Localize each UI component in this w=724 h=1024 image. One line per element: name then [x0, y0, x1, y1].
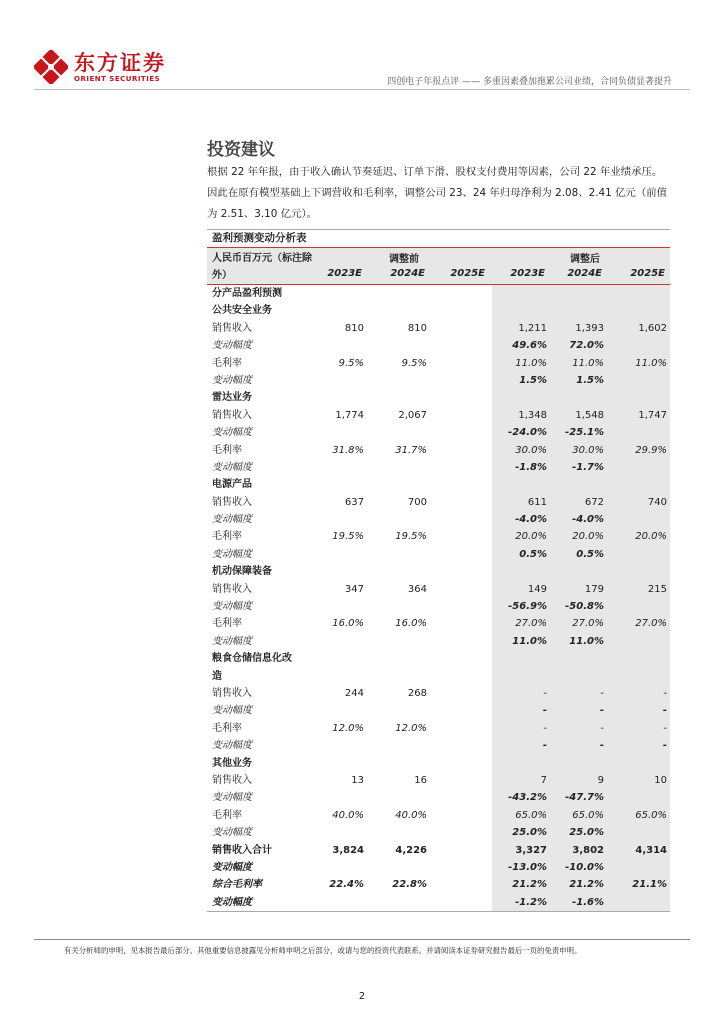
table-cell: 810 [344, 322, 364, 334]
row-label: 变动幅度 [212, 792, 252, 804]
row-label: 分产品盈利预测 [212, 288, 282, 299]
table-row [207, 285, 670, 302]
year-header: 2024E [567, 268, 602, 279]
row-label: 销售收入 [212, 687, 252, 699]
table-cell: 740 [647, 496, 667, 508]
table-row [207, 876, 670, 893]
row-label: 综合毛利率 [212, 879, 262, 891]
table-row [207, 511, 670, 528]
table-row [207, 702, 670, 719]
table-row [207, 337, 670, 354]
row-label: 毛利率 [212, 531, 242, 543]
table-cell: - [542, 705, 547, 717]
table-row [207, 476, 670, 493]
table-cell: 11.0% [572, 357, 604, 369]
table-cell: 13 [351, 774, 364, 786]
table-cell: -43.2% [508, 792, 547, 804]
table-cell: 9.5% [338, 357, 364, 369]
table-cell: -1.6% [572, 896, 604, 908]
table-cell: 16.0% [332, 618, 364, 630]
row-label: 毛利率 [212, 357, 242, 369]
row-label: 公共安全业务 [212, 305, 272, 317]
table-cell: 1,774 [335, 409, 364, 421]
forecast-change-table [207, 229, 670, 912]
group-after-label: 调整后 [570, 254, 600, 265]
table-cell: 1.5% [576, 374, 604, 386]
table-cell: 11.0% [515, 357, 547, 369]
row-label: 销售收入 [212, 322, 252, 334]
table-row [207, 372, 670, 389]
row-label: 变动幅度 [212, 827, 252, 839]
table-cell: 0.5% [576, 548, 604, 560]
table-cell: 1.5% [519, 374, 547, 386]
table-cell: 16.0% [395, 618, 427, 630]
row-label: 变动幅度 [212, 461, 252, 473]
table-cell: 31.8% [332, 444, 364, 456]
row-label: 销售收入合计 [212, 844, 272, 856]
row-label: 变动幅度 [212, 374, 252, 386]
table-title: 盈利预测变动分析表 [207, 229, 670, 248]
table-body [207, 285, 670, 912]
year-header: 2025E [630, 268, 665, 279]
row-label: 变动幅度 [212, 514, 252, 526]
table-cell: 12.0% [332, 722, 364, 734]
table-cell: - [543, 722, 547, 734]
table-cell: -25.1% [565, 427, 604, 439]
table-cell: 1,211 [518, 322, 547, 334]
table-cell: 19.5% [395, 531, 427, 543]
table-row [207, 789, 670, 806]
table-cell: 4,314 [635, 844, 667, 856]
table-row [207, 737, 670, 754]
table-cell: 268 [407, 687, 427, 699]
footer-divider [34, 939, 690, 940]
row-label: 粮食仓储信息化改 [212, 653, 292, 665]
report-header-title: 四创电子年报点评 —— 多重因素叠加拖累公司业绩，合同负债显著提升 [387, 77, 672, 87]
row-label: 变动幅度 [212, 896, 252, 908]
row-label: 销售收入 [212, 583, 252, 595]
table-cell: 672 [584, 496, 604, 508]
table-cell: -47.7% [565, 792, 604, 804]
table-row [207, 685, 670, 702]
table-cell: 21.2% [569, 879, 604, 891]
table-row [207, 633, 670, 650]
table-cell: - [600, 687, 604, 699]
row-label: 电源产品 [212, 479, 252, 491]
table-cell: -1.8% [515, 461, 547, 473]
table-row [207, 720, 670, 737]
table-cell: 7 [540, 774, 547, 786]
table-row [207, 563, 670, 580]
table-row [207, 494, 670, 511]
table-cell: 40.0% [395, 809, 427, 821]
row-label: 毛利率 [212, 809, 242, 821]
table-cell: 2,067 [398, 409, 427, 421]
table-cell: 1,747 [638, 409, 667, 421]
table-row [207, 320, 670, 337]
table-cell: 149 [527, 583, 547, 595]
table-row [207, 302, 670, 319]
table-cell: 347 [344, 583, 364, 595]
table-cell: -56.9% [508, 601, 547, 613]
table-cell: 3,824 [332, 844, 364, 856]
table-header [207, 248, 670, 285]
table-row [207, 615, 670, 632]
table-cell: 1,348 [518, 409, 547, 421]
header-divider [34, 89, 690, 90]
unit-label: 人民币百万元（标注除外） [212, 253, 312, 281]
table-cell: 49.6% [512, 340, 547, 352]
table-cell: - [542, 740, 547, 752]
table-cell: 30.0% [515, 444, 547, 456]
table-cell: 72.0% [569, 340, 604, 352]
table-row [207, 528, 670, 545]
table-cell: -50.8% [565, 601, 604, 613]
table-row [207, 668, 670, 685]
table-row [207, 407, 670, 424]
table-cell: 0.5% [519, 548, 547, 560]
table-cell: - [662, 740, 667, 752]
row-label: 雷达业务 [212, 392, 252, 404]
table-row [207, 459, 670, 476]
investment-paragraph: 根据 22 年年报，由于收入确认节奏延迟、订单下滑、股权支付费用等因素，公司 22 年业绩承压。因此在原有模型基础上下调营收和毛利率，调整公司 23、24 年归母净利为 2.08、2.41 亿元（前值为 2.51、3.10 亿元）。 [207, 166, 667, 220]
table-row [207, 424, 670, 441]
table-cell: 31.7% [395, 444, 427, 456]
table-cell: 700 [407, 496, 427, 508]
table-cell: 244 [344, 687, 364, 699]
table-row [207, 894, 670, 911]
row-label: 销售收入 [212, 496, 252, 508]
table-row [207, 546, 670, 563]
logo-mark-icon [34, 50, 68, 84]
year-header: 2025E [450, 268, 485, 279]
row-label: 变动幅度 [212, 861, 252, 873]
table-cell: 810 [407, 322, 427, 334]
table-cell: - [600, 722, 604, 734]
table-cell: 364 [407, 583, 427, 595]
table-cell: 20.0% [515, 531, 547, 543]
table-cell: 9.5% [401, 357, 427, 369]
table-cell: - [543, 687, 547, 699]
table-cell: 25.0% [569, 827, 604, 839]
table-cell: 20.0% [572, 531, 604, 543]
table-row [207, 772, 670, 789]
row-label: 毛利率 [212, 444, 242, 456]
brand-name-en: ORIENT SECURITIES [74, 74, 161, 83]
group-before-label: 调整前 [389, 254, 419, 265]
table-cell: 16 [414, 774, 427, 786]
row-label: 变动幅度 [212, 427, 252, 439]
table-cell: - [599, 705, 604, 717]
row-label: 变动幅度 [212, 705, 252, 717]
table-cell: 20.0% [635, 531, 667, 543]
table-cell: 10 [654, 774, 667, 786]
table-cell: 40.0% [332, 809, 364, 821]
table-cell: 3,327 [515, 844, 547, 856]
year-header: 2024E [390, 268, 425, 279]
row-label: 变动幅度 [212, 740, 252, 752]
table-cell: 65.0% [515, 809, 547, 821]
table-cell: 30.0% [572, 444, 604, 456]
table-cell: 27.0% [515, 618, 547, 630]
table-cell: -1.2% [515, 896, 547, 908]
table-cell: 1,602 [638, 322, 667, 334]
table-cell: 27.0% [572, 618, 604, 630]
year-header: 2023E [327, 268, 362, 279]
table-cell: -24.0% [508, 427, 547, 439]
table-row [207, 842, 670, 859]
table-row [207, 581, 670, 598]
row-label: 毛利率 [212, 722, 242, 734]
table-row [207, 859, 670, 876]
table-cell: 9 [597, 774, 604, 786]
table-cell: 19.5% [332, 531, 364, 543]
table-cell: 22.4% [329, 879, 364, 891]
brand-name-cn: 东方证券 [74, 50, 166, 75]
table-cell: 25.0% [512, 827, 547, 839]
table-cell: 1,393 [575, 322, 604, 334]
table-cell: 179 [584, 583, 604, 595]
table-cell: -10.0% [565, 861, 604, 873]
table-cell: 11.0% [635, 357, 667, 369]
table-row [207, 355, 670, 372]
company-logo [34, 50, 166, 84]
table-cell: 27.0% [635, 618, 667, 630]
table-cell: 65.0% [635, 809, 667, 821]
table-row [207, 755, 670, 772]
table-cell: 65.0% [572, 809, 604, 821]
row-label: 机动保障装备 [212, 566, 272, 578]
table-row [207, 807, 670, 824]
table-cell: 3,802 [572, 844, 604, 856]
table-cell: 21.2% [512, 879, 547, 891]
row-label: 销售收入 [212, 409, 252, 421]
table-cell: 637 [344, 496, 364, 508]
table-cell: -13.0% [508, 861, 547, 873]
table-cell: -4.0% [572, 514, 604, 526]
table-cell: - [663, 687, 667, 699]
table-cell: 29.9% [635, 444, 667, 456]
table-row [207, 442, 670, 459]
row-label: 变动幅度 [212, 635, 252, 647]
table-cell: 11.0% [512, 635, 547, 647]
table-cell: 4,226 [395, 844, 427, 856]
table-cell: 21.1% [632, 879, 667, 891]
row-label: 变动幅度 [212, 340, 252, 352]
footer-disclaimer: 有关分析师的申明，见本报告最后部分。其他重要信息披露见分析师申明之后部分，或请与您的投资代表联系。并请阅读本证券研究报告最后一页的免责申明。 [64, 946, 582, 955]
table-row [207, 824, 670, 841]
row-label: 毛利率 [212, 618, 242, 630]
table-cell: 1,548 [575, 409, 604, 421]
table-cell: 22.8% [392, 879, 427, 891]
table-cell: 611 [527, 496, 547, 508]
page-number: 2 [358, 991, 366, 1002]
row-label: 其他业务 [212, 757, 252, 769]
row-label: 变动幅度 [212, 548, 252, 560]
row-label: 销售收入 [212, 774, 252, 786]
table-cell: -1.7% [572, 461, 604, 473]
section-title: 投资建议 [207, 140, 275, 160]
table-cell: 215 [647, 583, 667, 595]
table-cell: - [599, 740, 604, 752]
table-cell: 12.0% [395, 722, 427, 734]
table-cell: -4.0% [515, 514, 547, 526]
year-header: 2023E [510, 268, 545, 279]
table-cell: - [663, 722, 667, 734]
row-label: 造 [212, 670, 222, 682]
table-row [207, 389, 670, 406]
table-row [207, 650, 670, 667]
table-cell: - [662, 705, 667, 717]
row-label: 变动幅度 [212, 601, 252, 613]
table-cell: 11.0% [569, 635, 604, 647]
table-row [207, 598, 670, 615]
